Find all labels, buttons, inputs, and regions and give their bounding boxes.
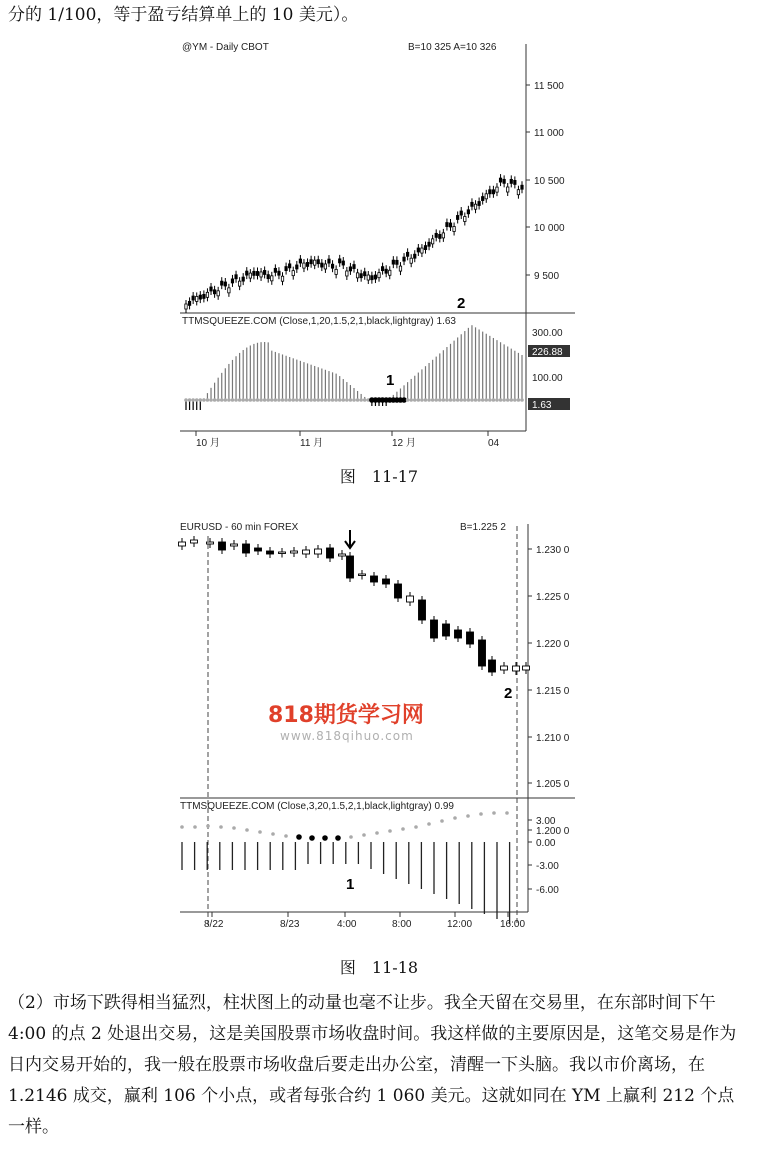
fig1-candle-body	[185, 304, 187, 309]
fig1-candle-body	[396, 260, 398, 264]
fig2-candle-body	[327, 548, 334, 558]
fig1-squeeze-dot	[520, 398, 524, 402]
fig2-header-left: EURUSD - 60 min FOREX	[180, 522, 299, 533]
fig1-squeeze-dot	[266, 398, 270, 402]
fig2-squeeze-dot	[271, 832, 275, 836]
fig1-candle-body	[188, 301, 190, 305]
fig1-squeeze-dot	[459, 398, 463, 402]
fig1-candle-body	[417, 248, 419, 252]
fig1-squeeze-dot	[249, 398, 253, 402]
fig1-squeeze-dot	[356, 398, 360, 402]
fig1-squeeze-dot	[252, 398, 256, 402]
fig1-price-candles	[185, 174, 523, 313]
fig1-candle-body	[374, 275, 376, 279]
fig1-candle-body	[389, 270, 391, 275]
fig2-candle-body	[513, 666, 520, 671]
fig2-candle-body	[383, 579, 390, 584]
fig1-candle-body	[224, 282, 226, 286]
fig1-candle-body	[360, 274, 362, 278]
fig1-date-tick: 11 月	[300, 438, 324, 449]
fig1-candle-body	[392, 260, 394, 264]
fig1-squeeze-dot	[198, 398, 202, 402]
fig2-price-tick: 1.220 0	[536, 639, 570, 650]
fig1-squeeze-dot	[299, 398, 303, 402]
fig1-candle-body	[313, 260, 315, 265]
fig1-candle-body	[507, 187, 509, 192]
fig1-candle-body	[439, 234, 441, 238]
fig2-candle-body	[467, 632, 474, 644]
fig1-squeeze-dot	[238, 398, 242, 402]
fig1-squeeze-dot	[245, 398, 249, 402]
fig1-candle-body	[478, 202, 480, 206]
fig1-squeeze-dot	[206, 398, 210, 402]
fig1-candle-body	[213, 290, 215, 294]
fig1-candle-body	[196, 296, 198, 301]
fig2-candle-body	[407, 596, 414, 602]
fig1-candle-body	[431, 239, 433, 244]
fig1-squeeze-dot	[438, 398, 442, 402]
fig2-squeeze-dot	[335, 835, 341, 841]
fig1-squeeze-dot	[488, 398, 492, 402]
fig1-candle-body	[496, 187, 498, 192]
fig1-candle-body	[453, 226, 455, 231]
fig1-candle-body	[274, 268, 276, 272]
fig2-squeeze-dots	[180, 811, 509, 841]
fig2-squeeze-dot	[322, 835, 328, 841]
fig1-candle-body	[349, 267, 351, 271]
top-text: 分的 1/100，等于盈亏结算单上的 10 美元）。	[8, 5, 359, 25]
fig2-candle-body	[419, 600, 426, 620]
fig1-squeeze-dot	[327, 398, 331, 402]
fig1-candle-body	[281, 276, 283, 281]
fig1-squeeze-dot	[341, 398, 345, 402]
fig2-candle-body	[443, 624, 450, 636]
fig1-candle-body	[421, 248, 423, 253]
fig1-squeeze-dot	[406, 398, 410, 402]
fig1-indicator-label: TTMSQUEEZE.COM (Close,1,20,1.5,2,1,black,lightgray) 1.63	[182, 316, 456, 327]
fig1-squeeze-dot	[492, 398, 496, 402]
fig2-squeeze-dot	[362, 833, 366, 837]
fig2-price-tick: 1.210 0	[536, 733, 570, 744]
fig1-candle-body	[353, 265, 355, 269]
fig2-candle-body	[395, 584, 402, 598]
fig1-squeeze-dot	[474, 398, 478, 402]
fig2-squeeze-dot	[232, 826, 236, 830]
fig2-squeeze-dot	[414, 825, 418, 829]
fig2-time-tick: 12:00	[447, 919, 473, 930]
fig2-squeeze-dot	[427, 822, 431, 826]
fig1-candle-body	[206, 292, 208, 297]
fig1-candle-body	[285, 267, 287, 271]
fig1-candle-body	[499, 178, 501, 182]
fig2-candle-body	[255, 548, 262, 551]
fig1-squeeze-dot	[363, 398, 367, 402]
fig1-squeeze-dot	[288, 398, 292, 402]
fig1-candle-body	[356, 273, 358, 278]
fig2-squeeze-dot	[219, 825, 223, 829]
fig1-candle-body	[278, 271, 280, 275]
fig1-squeeze-dot	[424, 398, 428, 402]
fig1-candle-body	[221, 281, 223, 285]
fig2-squeeze-dot	[388, 829, 392, 833]
fig1-squeeze-dot	[345, 398, 349, 402]
body-paragraph: （2）市场下跌得相当猛烈，柱状图上的动量也毫不让步。我全天留在交易里，在东部时间下午 4:00 的点 2 处退出交易，这是美国股票市场收盘时间。我这样做的主要原因是，这笔交易是作为日内交易开始的，我一般在股票市场收盘后要走出办公室，清醒一下头脑。我以市价离场，在 1.2146 成交，赢利 106 个小点，或者每张合约 1 060 美元。这就如同在 YM 上赢利 212 个点一样。	[8, 993, 737, 1137]
fig1-candle-body	[424, 246, 426, 250]
fig1-squeeze-dot	[427, 398, 431, 402]
fig1-squeeze-dot	[417, 398, 421, 402]
fig1-price-tick: 10 000	[534, 223, 565, 234]
fig1-candle-body	[456, 215, 458, 219]
fig2-candle-body	[523, 666, 530, 670]
fig1-squeeze-dot	[295, 398, 299, 402]
fig1-candle-body	[435, 233, 437, 237]
fig1-candle-body	[296, 265, 298, 269]
fig1-candle-body	[346, 271, 348, 276]
fig1-candle-body	[210, 287, 212, 291]
fig2-candle-body	[431, 620, 438, 638]
fig1-squeeze-dot	[284, 398, 288, 402]
fig2-price-candles	[179, 536, 530, 676]
fig1-price-tick: 9 500	[534, 271, 560, 282]
fig1-price-tick: 11 500	[534, 81, 564, 92]
fig2-indicator-label: TTMSQUEEZE.COM (Close,3,20,1.5,2,1,black,lightgray) 0.99	[180, 801, 454, 812]
fig2-candle-body	[489, 660, 496, 672]
fig1-candle-body	[217, 291, 219, 296]
fig2-price-tick: 1.230 0	[536, 545, 570, 556]
fig2-candle-body	[219, 542, 226, 550]
fig1-squeeze-dot	[281, 398, 285, 402]
fig1-caption: 图 11-17	[339, 467, 419, 486]
fig1-candle-body	[288, 264, 290, 268]
fig1-candle-body	[228, 288, 230, 293]
fig1-squeeze-dot	[231, 398, 235, 402]
fig2-candle-body	[191, 540, 198, 543]
chart-ym-daily	[170, 36, 590, 456]
fig2-annotation-1: 1	[346, 876, 355, 893]
fig1-squeeze-dot	[302, 398, 306, 402]
fig1-candle-body	[317, 260, 319, 264]
fig2-candle-body	[359, 574, 366, 576]
fig2-price-tick: 1.215 0	[536, 686, 570, 697]
fig1-squeeze-dot	[234, 398, 238, 402]
fig1-squeeze-dot	[502, 398, 506, 402]
fig1-candle-body	[253, 271, 255, 275]
fig2-squeeze-dot	[180, 825, 184, 829]
fig2-candle-body	[267, 551, 274, 554]
fig2-squeeze-dot	[492, 811, 496, 815]
fig1-candle-body	[514, 180, 516, 184]
fig1-candle-body	[442, 233, 444, 238]
fig1-squeeze-dot	[338, 398, 342, 402]
fig2-price-tick: 1.205 0	[536, 779, 570, 790]
fig1-candle-body	[385, 269, 387, 273]
fig1-squeeze-dot	[213, 398, 217, 402]
fig1-candle-body	[249, 273, 251, 278]
fig2-squeeze-dot	[245, 828, 249, 832]
fig1-candle-body	[306, 262, 308, 266]
fig1-date-tick: 04	[488, 438, 500, 449]
fig2-candle-body	[501, 666, 508, 670]
fig1-price-tick: 11 000	[534, 128, 564, 139]
fig2-candle-body	[291, 551, 298, 553]
fig1-price-tick: 10 500	[534, 176, 565, 187]
fig1-candle-body	[460, 211, 462, 215]
fig1-candle-body	[238, 281, 240, 286]
fig1-candle-body	[410, 258, 412, 263]
fig2-entry-arrow	[345, 530, 355, 548]
fig2-candle-body	[303, 550, 310, 554]
fig2-squeeze-dot	[258, 830, 262, 834]
fig1-squeeze-dot	[270, 398, 274, 402]
fig1-candle-body	[485, 194, 487, 199]
fig1-candle-body	[335, 269, 337, 274]
fig1-candle-body	[246, 271, 248, 275]
fig1-candle-body	[339, 259, 341, 263]
fig1-squeeze-dot	[220, 398, 224, 402]
fig1-squeeze-dot	[442, 398, 446, 402]
fig1-candle-body	[378, 273, 380, 278]
fig1-annotation-1: 1	[386, 372, 395, 389]
fig2-price-tick: 1.225 0	[536, 592, 570, 603]
fig1-header-left: @YM - Daily CBOT	[182, 42, 269, 53]
fig1-squeeze-dot	[481, 398, 485, 402]
fig2-ind-tick: -3.00	[536, 861, 559, 872]
fig1-squeeze-dot	[413, 398, 417, 402]
fig1-squeeze-dot	[449, 398, 453, 402]
fig2-time-tick: 8/23	[280, 919, 300, 930]
fig1-candle-body	[267, 275, 269, 279]
fig2-ind-tick: 3.00	[536, 816, 556, 827]
fig1-squeeze-dot	[274, 398, 278, 402]
fig2-squeeze-dot	[505, 811, 509, 815]
fig2-candle-body	[339, 554, 346, 556]
fig2-time-tick: 4:00	[337, 919, 357, 930]
fig1-squeeze-dot	[434, 398, 438, 402]
fig1-squeeze-dot	[409, 398, 413, 402]
fig2-time-tick: 8/22	[204, 919, 224, 930]
fig1-squeeze-dot	[484, 398, 488, 402]
fig1-annotation-2: 2	[457, 295, 466, 312]
fig1-candle-body	[467, 210, 469, 214]
fig1-candle-body	[310, 260, 312, 264]
fig2-candle-body	[371, 576, 378, 582]
fig1-header-right: B=10 325 A=10 326	[408, 42, 497, 53]
fig1-squeeze-dot	[188, 398, 192, 402]
fig1-candle-body	[256, 271, 258, 275]
fig1-squeeze-dot	[463, 398, 467, 402]
fig1-candle-body	[367, 275, 369, 280]
fig1-squeeze-dot	[420, 398, 424, 402]
fig1-candle-body	[503, 179, 505, 183]
fig2-squeeze-dot	[401, 827, 405, 831]
fig1-candle-body	[489, 190, 491, 194]
fig1-candle-body	[292, 271, 294, 276]
fig1-squeeze-dot	[513, 398, 517, 402]
fig2-squeeze-dot	[375, 831, 379, 835]
fig2-candle-body	[179, 542, 186, 546]
fig1-squeeze-dot	[517, 398, 521, 402]
fig2-price-axis	[528, 545, 570, 837]
fig2-candle-body	[243, 544, 250, 553]
fig2-candle-body	[479, 640, 486, 666]
fig2-annotation-2: 2	[504, 685, 513, 702]
fig1-candle-body	[428, 242, 430, 246]
fig1-squeeze-dot	[495, 398, 499, 402]
fig1-squeeze-dot	[467, 398, 471, 402]
fig2-header-right: B=1.225 2	[460, 522, 506, 533]
fig1-candle-body	[464, 216, 466, 221]
fig2-squeeze-dot	[349, 835, 353, 839]
fig1-candle-body	[324, 264, 326, 269]
fig1-squeeze-dot	[445, 398, 449, 402]
fig1-candle-body	[381, 267, 383, 271]
fig2-time-tick: 16:00	[500, 919, 526, 930]
fig1-squeeze-dot	[202, 398, 206, 402]
fig1-squeeze-dot	[216, 398, 220, 402]
fig1-squeeze-dot	[316, 398, 320, 402]
fig1-squeeze-dot	[456, 398, 460, 402]
fig2-squeeze-dot	[440, 819, 444, 823]
fig2-candle-body	[455, 630, 462, 638]
fig2-squeeze-dot	[193, 825, 197, 829]
watermark-url: www.818qihuo.com	[280, 729, 414, 743]
fig2-time-tick: 8:00	[392, 919, 412, 930]
fig2-caption: 图 11-18	[339, 958, 419, 977]
fig1-candle-body	[510, 179, 512, 183]
watermark	[268, 698, 424, 743]
fig1-squeeze-dot	[259, 398, 263, 402]
fig2-squeeze-dot	[296, 834, 302, 840]
fig1-squeeze-dot	[195, 398, 199, 402]
fig1-squeeze-dot	[506, 398, 510, 402]
fig1-candle-body	[342, 261, 344, 265]
fig1-candle-body	[414, 254, 416, 258]
fig1-candle-body	[299, 259, 301, 263]
fig2-squeeze-dot	[284, 834, 288, 838]
fig1-candle-body	[406, 252, 408, 256]
fig1-candle-body	[517, 190, 519, 195]
fig1-candle-body	[235, 275, 237, 279]
fig2-time-axis	[204, 912, 525, 930]
fig1-squeeze-dot	[431, 398, 435, 402]
fig1-squeeze-dot	[306, 398, 310, 402]
fig2-squeeze-dot	[479, 812, 483, 816]
fig1-candle-body	[474, 204, 476, 209]
fig1-squeeze-dot	[224, 398, 228, 402]
fig2-ind-tick: -6.00	[536, 885, 559, 896]
fig1-squeeze-dot	[191, 398, 195, 402]
fig1-squeeze-dot	[499, 398, 503, 402]
fig1-candle-body	[271, 276, 273, 281]
fig1-date-tick: 10 月	[196, 438, 220, 449]
fig1-squeeze-dot	[349, 398, 353, 402]
fig1-candle-body	[260, 272, 262, 277]
fig1-candle-body	[492, 190, 494, 194]
fig1-value-box-2-text: 1.63	[532, 400, 552, 411]
fig1-ind-tick-100: 100.00	[532, 373, 563, 384]
fig2-candle-body	[279, 552, 286, 554]
fig2-squeeze-dot	[309, 835, 315, 841]
fig1-candle-body	[331, 264, 333, 268]
fig2-ind-tick: 0.00	[536, 838, 556, 849]
fig1-candle-body	[399, 266, 401, 271]
fig1-price-axis	[526, 81, 565, 282]
fig1-squeeze-dot	[291, 398, 295, 402]
fig1-squeeze-dot	[277, 398, 281, 402]
fig1-squeeze-dot	[359, 398, 363, 402]
fig1-squeeze-dot	[352, 398, 356, 402]
fig1-squeeze-dot	[477, 398, 481, 402]
fig1-candle-body	[242, 277, 244, 281]
fig1-date-tick: 12 月	[392, 438, 416, 449]
fig2-candle-body	[315, 549, 322, 554]
fig1-squeeze-dot	[241, 398, 245, 402]
fig1-date-axis	[196, 431, 500, 449]
fig1-candle-body	[303, 263, 305, 268]
fig1-squeeze-dot	[313, 398, 317, 402]
fig2-candle-body	[231, 544, 238, 546]
fig1-squeeze-dot	[263, 398, 267, 402]
fig1-squeeze-dot	[334, 398, 338, 402]
fig1-value-box-1-text: 226.88	[532, 347, 563, 358]
fig1-candle-body	[371, 276, 373, 280]
fig1-candle-body	[199, 295, 201, 299]
fig1-squeeze-dot	[209, 398, 213, 402]
fig1-candle-body	[192, 296, 194, 300]
fig1-squeeze-dot	[256, 398, 260, 402]
fig1-candle-body	[449, 223, 451, 227]
fig1-squeeze-dot	[452, 398, 456, 402]
fig1-squeeze-dot	[184, 398, 188, 402]
fig1-ind-tick-300: 300.00	[532, 328, 563, 339]
fig1-candle-body	[321, 263, 323, 267]
fig2-candle-body	[207, 542, 214, 544]
fig2-squeeze-dot	[466, 814, 470, 818]
fig1-candle-body	[446, 223, 448, 227]
fig1-squeeze-dot	[324, 398, 328, 402]
fig1-squeeze-dot	[227, 398, 231, 402]
fig1-squeeze-dot	[509, 398, 513, 402]
fig1-candle-body	[231, 279, 233, 283]
fig1-candle-body	[263, 270, 265, 274]
fig2-squeeze-dot	[453, 816, 457, 820]
fig1-candle-body	[403, 257, 405, 261]
fig1-candle-body	[481, 197, 483, 201]
fig1-squeeze-dot	[470, 398, 474, 402]
fig1-candle-body	[471, 202, 473, 206]
fig1-candle-body	[328, 259, 330, 263]
watermark-logo-text: 818期货学习网	[268, 703, 424, 728]
fig1-candle-body	[203, 294, 205, 298]
fig1-momentum-histogram	[186, 325, 522, 410]
fig1-candle-body	[521, 185, 523, 189]
fig2-squeeze-dot	[206, 824, 210, 828]
fig1-squeeze-dot	[320, 398, 324, 402]
fig1-squeeze-dot	[331, 398, 335, 402]
fig2-price-tick: 1.200 0	[536, 826, 570, 837]
fig1-candle-body	[364, 272, 366, 276]
fig1-squeeze-dot	[309, 398, 313, 402]
fig2-candle-body	[347, 556, 354, 578]
